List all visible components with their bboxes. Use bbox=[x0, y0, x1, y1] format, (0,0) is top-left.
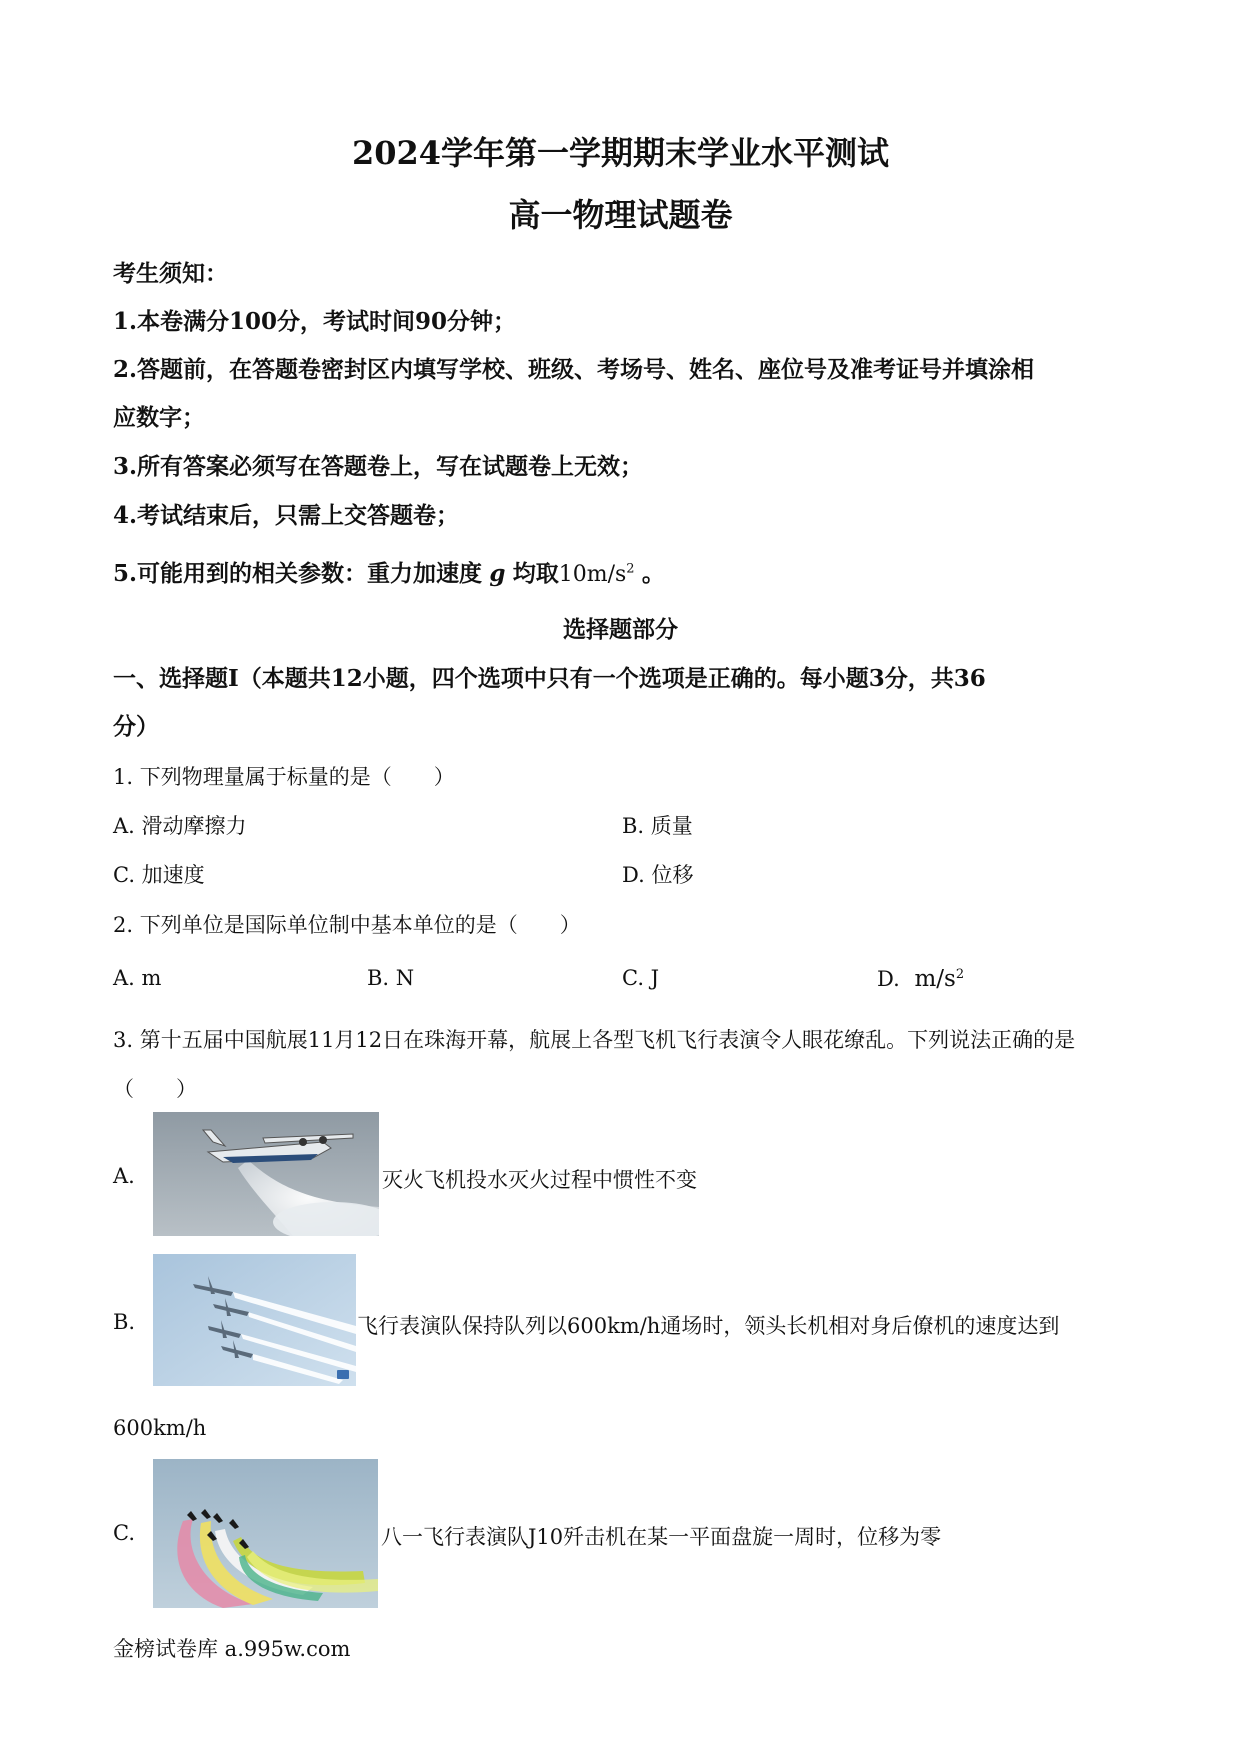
part1-heading-line-1: 一、选择题Ⅰ（本题共12小题，四个选项中只有一个选项是正确的。每小题3分，共36 bbox=[113, 665, 986, 692]
notice-item-2-line-1: 2.答题前，在答题卷密封区内填写学校、班级、考场号、姓名、座位号及准考证号并填涂相 bbox=[113, 356, 1035, 383]
notice-item-3: 3.所有答案必须写在答题卷上，写在试题卷上无效； bbox=[113, 453, 644, 480]
question-3-option-b-text: 飞行表演队保持队列以600km/h通场时，领头长机相对身后僚机的速度达到 bbox=[357, 1314, 1060, 1338]
question-3-option-c-text: 八一飞行表演队J10歼击机在某一平面盘旋一周时，位移为零 bbox=[381, 1525, 942, 1549]
question-2-option-d-label: D. bbox=[877, 967, 900, 991]
question-1-option-b: B. 质量 bbox=[622, 814, 693, 838]
question-2-option-d bbox=[877, 966, 964, 992]
section-heading: 选择题部分 bbox=[563, 616, 678, 643]
formation-flight-photo bbox=[153, 1254, 356, 1386]
notice-item-2-line-2: 应数字； bbox=[113, 404, 205, 431]
notice-item-5-mid: 均取 bbox=[512, 560, 559, 587]
footer-watermark: 金榜试卷库 a.995w.com bbox=[113, 1637, 351, 1661]
question-1-option-c: C. 加速度 bbox=[113, 863, 205, 887]
notice-item-4: 4.考试结束后，只需上交答题卷； bbox=[113, 502, 460, 529]
question-3-option-c-label: C. bbox=[113, 1521, 135, 1545]
notice-heading: 考生须知： bbox=[113, 260, 228, 287]
question-2-option-a: A. m bbox=[113, 966, 162, 990]
question-3-option-a-text: 灭火飞机投水灭火过程中惯性不变 bbox=[382, 1168, 697, 1192]
notice-item-5 bbox=[113, 555, 665, 588]
gravity-value: 10m/s bbox=[558, 562, 627, 587]
notice-item-1: 1.本卷满分100分，考试时间90分钟； bbox=[113, 308, 517, 335]
exam-title: 2024学年第一学期期末学业水平测试 bbox=[351, 134, 890, 172]
part1-heading-line-2: 分） bbox=[113, 713, 159, 740]
question-2-option-d-unit: m/s bbox=[914, 966, 956, 992]
question-2-option-c: C. J bbox=[622, 966, 660, 990]
question-2-option-d-exponent: 2 bbox=[955, 967, 965, 982]
question-1-option-d: D. 位移 bbox=[622, 863, 694, 887]
gravity-symbol: g bbox=[489, 560, 506, 587]
exam-subtitle: 高一物理试题卷 bbox=[508, 196, 733, 234]
notice-item-5-prefix: 5.可能用到的相关参数：重力加速度 bbox=[113, 560, 483, 587]
question-1-option-a: A. 滑动摩擦力 bbox=[113, 814, 247, 838]
aerobatic-team-photo bbox=[153, 1459, 378, 1608]
question-2-stem: 2. 下列单位是国际单位制中基本单位的是（ ） bbox=[113, 913, 581, 937]
question-3-option-b-text-continued: 600km/h bbox=[113, 1416, 207, 1440]
question-1-stem: 1. 下列物理量属于标量的是（ ） bbox=[113, 765, 455, 789]
question-3-option-b-label: B. bbox=[113, 1310, 136, 1334]
question-2-option-b: B. N bbox=[367, 966, 415, 990]
question-3-option-a-label: A. bbox=[113, 1164, 135, 1188]
firefighting-plane-photo bbox=[153, 1112, 379, 1236]
gravity-exponent: 2 bbox=[626, 561, 635, 577]
question-3-stem-line-1: 3. 第十五届中国航展11月12日在珠海开幕，航展上各型飞机飞行表演令人眼花缭乱。下列说法正确的是 bbox=[113, 1028, 1076, 1052]
question-3-stem-line-2: （ ） bbox=[113, 1077, 197, 1101]
notice-item-5-suffix: 。 bbox=[641, 560, 665, 587]
